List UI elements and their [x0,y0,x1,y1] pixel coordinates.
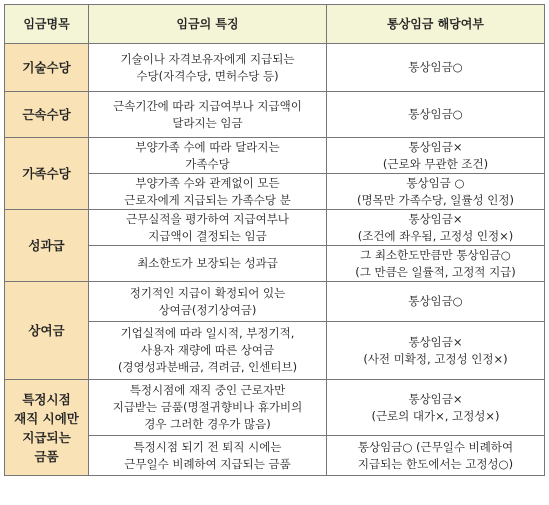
feature-text: 가족수당 [185,156,230,171]
status-cell [327,44,545,92]
feature-text: 지급받는 금품(명절귀향비나 휴가비의 [112,400,303,414]
feature-cell [89,436,327,476]
status-text: 통상임금× [408,211,463,226]
category-cell [5,282,89,380]
status-cell [327,246,545,282]
status-text: 통상임금○ [408,60,463,74]
status-text: 통상임금× [408,334,463,349]
feature-cell [89,44,327,92]
feature-text: 경우 그러한 경우가 많음) [144,417,271,431]
status-text: 지급되는 한도에서는 고정성○) [357,456,514,471]
table-row [5,44,545,92]
category-cell [5,92,89,138]
feature-text: 수당(자격수당, 면허수당 등) [136,68,279,83]
status-cell [327,174,545,210]
feature-text: 부양가족 수와 관계없이 모든 [135,175,280,190]
feature-text: 기업실적에 따라 일시적, 부정기적, [120,326,295,340]
status-text: 통상임금○ [408,107,463,121]
status-cell [327,138,545,174]
status-cell [327,322,545,380]
header-wage-feature: 임금의 특징 [89,5,327,44]
status-cell [327,380,545,436]
status-cell [327,436,545,476]
status-cell [327,210,545,246]
feature-text: 달라지는 임금 [172,115,243,130]
category-label: 상여금 [28,323,65,338]
status-text: (조건에 좌우됨, 고정성 인정×) [357,228,514,243]
feature-cell [89,246,327,282]
feature-text: 최소한도가 보장되는 성과급 [137,256,278,270]
feature-text: 지급액이 결정되는 임금 [148,228,267,243]
feature-cell [89,174,327,210]
category-label: 가족수당 [22,166,71,181]
header-wage-item: 임금명목 [5,5,89,44]
status-text: 통상임금 ○ [406,175,465,190]
wage-table [4,4,545,476]
status-text: 통상임금○ [408,294,463,308]
category-label: 기술수당 [22,60,71,75]
feature-text: 기술이나 자격보유자에게 지급되는 [120,51,295,66]
feature-text: 근무실적을 평가하여 지급여부나 [126,211,289,226]
category-label: 근속수당 [22,107,71,122]
table-row [5,138,545,174]
feature-cell [89,380,327,436]
status-text: (근로의 대가×, 고정성×) [371,408,500,423]
feature-text: 근무일수 비례하여 지급되는 금품 [124,456,291,471]
status-text: 통상임금× [408,139,463,154]
feature-text: 부양가족 수에 따라 달라지는 [135,139,280,154]
feature-text: 특정시점에 재직 중인 근로자만 [129,383,286,397]
status-text: (근로와 무관한 조건) [382,156,489,171]
feature-cell [89,210,327,246]
category-cell [5,138,89,210]
status-text: (그 만큼은 일률적, 고정적 지급) [355,264,516,279]
table-row [5,92,545,138]
status-text: 통상임금× [408,391,463,406]
feature-cell [89,282,327,322]
feature-text: (경영성과분배금, 격려금, 인센티브) [117,360,298,374]
status-text: 통상임금○ (근무일수 비례하여 [357,439,514,454]
feature-cell [89,322,327,380]
feature-cell [89,138,327,174]
feature-text: 특정시점 되기 전 퇴직 시에는 [133,439,282,454]
status-cell [327,282,545,322]
table-row [5,210,545,246]
feature-text: 근로자에게 지급되는 가족수당 분 [124,192,291,207]
category-cell [5,210,89,282]
category-label: 재직 시에만 [14,410,79,426]
feature-text: 정기적인 지급이 확정되어 있는 [129,285,286,300]
status-text: (사전 미확정, 고정성 인정×) [363,351,508,366]
category-label: 성과급 [28,238,65,253]
category-label: 금품 [34,448,59,464]
header-row [5,5,545,44]
feature-cell [89,92,327,138]
category-label: 지급되는 [22,429,71,445]
category-label: 특정시점 [22,391,71,407]
feature-text: 사용자 재량에 따른 상여금 [140,343,275,357]
feature-text: 근속기간에 따라 지급여부나 지급액이 [113,98,302,113]
category-cell [5,380,89,476]
header-ordinary-wage-status: 통상임금 해당여부 [327,5,545,44]
table-row [5,282,545,322]
status-text: 그 최소한도만큼만 통상임금○ [360,247,511,262]
status-text: (명목만 가족수당, 일률성 인정) [357,192,514,207]
feature-text: 상여금(정기상여금) [158,302,257,317]
category-cell [5,44,89,92]
status-cell [327,92,545,138]
table-row [5,380,545,436]
